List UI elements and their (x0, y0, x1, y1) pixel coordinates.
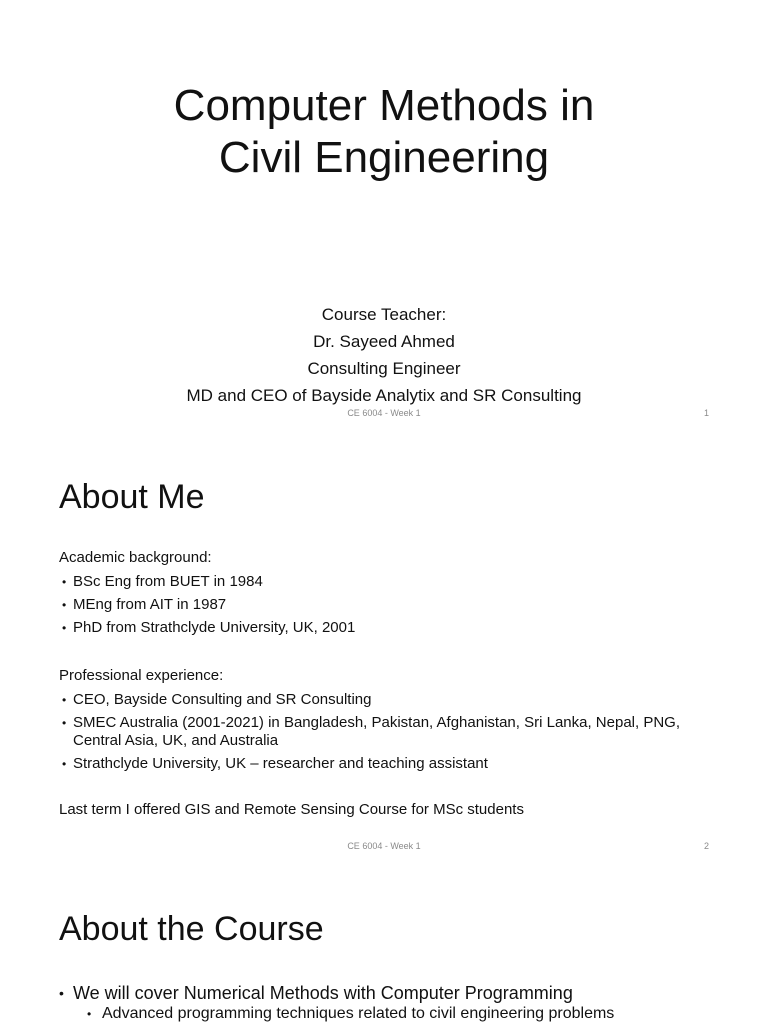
slide-title (0, 80, 768, 184)
teacher-name: Dr. Sayeed Ahmed (313, 332, 455, 351)
bullet-icon: • (62, 621, 67, 635)
page-number: 2 (703, 841, 709, 851)
bullet-icon: • (87, 1007, 92, 1021)
list-item (59, 982, 749, 1024)
course-list (59, 982, 749, 1024)
slide-heading: About the Course (59, 910, 324, 948)
professional-list (62, 691, 722, 778)
course-sub-list (73, 1004, 749, 1024)
academic-list (62, 573, 722, 642)
list-item: • SMEC Australia (2001-2021) in Bangladesh, Pakistan, Afghanistan, Sri Lanka, Nepal, PNG, Central Asia, UK, and Australia (62, 714, 681, 749)
list-item: • PhD from Strathclyde University, UK, 2001 (62, 619, 356, 636)
list-item (87, 1004, 749, 1024)
teacher-company: MD and CEO of Bayside Analytix and SR Consulting (186, 386, 582, 405)
list-item: • Strathclyde University, UK – researcher and teaching assistant (62, 755, 488, 772)
list-item: • MEng from AIT in 1987 (62, 596, 227, 613)
list-item: • BSc Eng from BUET in 1984 (62, 573, 263, 590)
bullet-icon: • (62, 693, 67, 707)
bullet-icon: • (62, 757, 67, 771)
academic-label: Academic background: (59, 549, 212, 566)
teacher-role: Consulting Engineer (307, 359, 461, 378)
footer-text: CE 6004 - Week 1 (347, 841, 421, 851)
bullet-icon: • (62, 598, 67, 612)
title-line-2: Civil Engineering (218, 133, 550, 182)
slide-2 (0, 433, 768, 865)
closing-text: Last term I offered GIS and Remote Sensing Course for MSc students (59, 801, 524, 818)
slide-3 (0, 866, 768, 1024)
slide-1 (0, 0, 768, 432)
course-bullet-text: We will cover Numerical Methods with Computer Programming (73, 983, 573, 1003)
list-item: • CEO, Bayside Consulting and SR Consulting (62, 691, 372, 708)
bullet-icon: • (62, 575, 67, 589)
title-line-1: Computer Methods in (173, 81, 595, 130)
slide-heading: About Me (59, 478, 205, 516)
bullet-icon: • (59, 985, 64, 1001)
bullet-icon: • (62, 716, 67, 730)
teacher-label: Course Teacher: (321, 305, 447, 324)
footer-text: CE 6004 - Week 1 (347, 408, 421, 418)
page-number: 1 (703, 408, 709, 418)
professional-label: Professional experience: (59, 667, 224, 684)
course-sub-bullet-text: Advanced programming techniques related to civil engineering problems (102, 1005, 615, 1022)
teacher-info (0, 301, 768, 409)
